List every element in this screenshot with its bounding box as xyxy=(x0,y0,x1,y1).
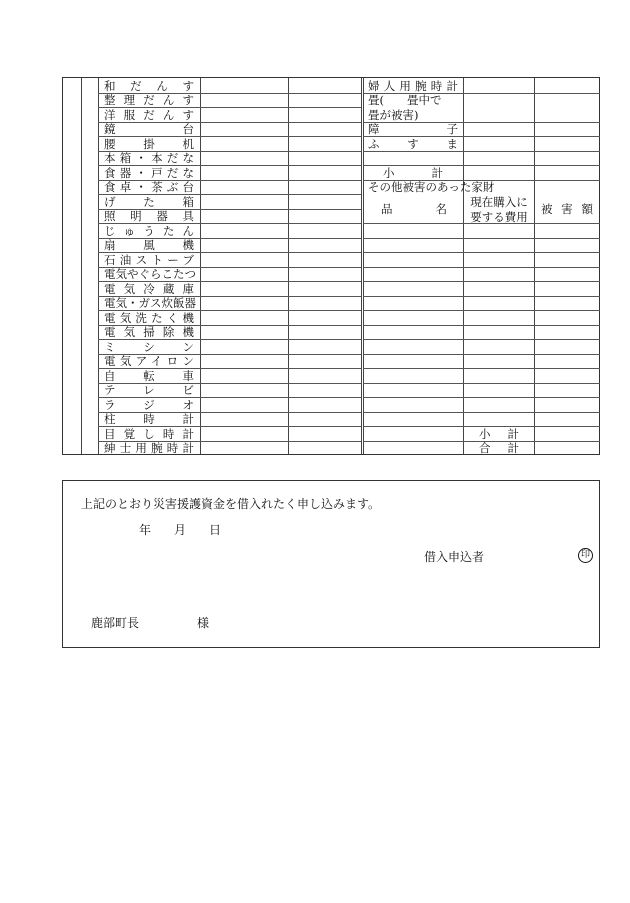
grid-hline xyxy=(363,310,600,311)
left-item-label: 腰掛机 xyxy=(104,136,194,151)
left-item-label: げた箱 xyxy=(104,194,194,209)
col-cost-a: 現在購入に xyxy=(470,195,528,209)
left-item-label: 目覚し時計 xyxy=(104,426,194,441)
day-label: 日 xyxy=(209,523,222,537)
col-cost-b: 要する費用 xyxy=(470,209,528,224)
left-item-label: 石油ストーブ xyxy=(104,252,194,267)
grid-hline xyxy=(363,368,600,369)
grid-hline xyxy=(363,383,600,384)
grid-hline xyxy=(363,339,600,340)
left-item-label: ラジオ xyxy=(104,397,194,412)
left-item-label: じゅうたん xyxy=(104,223,194,238)
month-label: 月 xyxy=(174,523,187,537)
year-label: 年 xyxy=(139,523,152,537)
bottom-subtotal-label: 小計 xyxy=(479,426,519,441)
left-item-label: 電気・ガス炊飯器 xyxy=(104,296,196,310)
statement-text: 上記のとおり災害援護資金を借入れたく申し込みます。 xyxy=(81,497,381,511)
left-item-label: 照明器具 xyxy=(104,209,194,223)
addressee-label: 鹿部町長 xyxy=(91,616,140,630)
application-form-box xyxy=(62,480,600,648)
grid-hline xyxy=(363,397,600,398)
left-item-label: テレビ xyxy=(104,383,194,397)
subtotal-label: 小計 xyxy=(383,165,443,180)
grid-hline xyxy=(363,296,600,297)
right-item-label: 障子 xyxy=(368,122,458,136)
honorific-label: 様 xyxy=(197,616,210,630)
grid-hline xyxy=(363,281,600,282)
grid-vline xyxy=(81,78,82,454)
applicant-label: 借入申込者 xyxy=(424,550,485,564)
grid-hline xyxy=(363,325,600,326)
left-item-label: 食卓・茶ぶ台 xyxy=(104,180,194,194)
grid-hline xyxy=(363,267,600,268)
right-item-label: 婦人用腕時計 xyxy=(368,78,458,93)
col-item-name: 品名 xyxy=(381,202,447,216)
other-items-header: その他被害のあった家財 xyxy=(368,180,495,194)
grid-hline xyxy=(363,412,600,413)
left-item-label: 扇風機 xyxy=(104,238,194,252)
grid-hline xyxy=(363,151,600,152)
left-item-label: 食器・戸だな xyxy=(104,165,194,180)
grid-hline xyxy=(363,238,600,239)
household-goods-table xyxy=(62,77,600,455)
tatami-label-a: 畳( 畳中で xyxy=(368,93,442,107)
left-item-label: 電気アイロン xyxy=(104,354,194,368)
grid-hline xyxy=(363,252,600,253)
grid-hline xyxy=(363,354,600,355)
left-item-label: 整理だんす xyxy=(104,93,194,107)
left-item-label: 洋服だんす xyxy=(104,107,194,122)
left-item-label: 電気掃除機 xyxy=(104,325,194,339)
left-item-label: 紳士用腕時計 xyxy=(104,441,194,455)
left-item-label: 鏡台 xyxy=(104,122,194,136)
left-item-label: 自転車 xyxy=(104,368,194,383)
left-item-label: ミシン xyxy=(104,339,194,354)
left-item-label: 和だんす xyxy=(104,78,194,93)
left-item-label: 柱時計 xyxy=(104,412,194,426)
grid-vline xyxy=(361,78,362,454)
left-item-label: 本箱・本だな xyxy=(104,151,194,165)
left-item-label: 電気冷蔵庫 xyxy=(104,281,194,296)
total-label: 合計 xyxy=(479,441,519,455)
left-item-label: 電気洗たく機 xyxy=(104,310,194,325)
left-item-label: 電気やぐらこたつ xyxy=(104,267,196,281)
col-damage: 被害額 xyxy=(541,202,593,216)
seal-mark: 印 xyxy=(578,548,593,563)
right-item-label: ふすま xyxy=(368,136,458,151)
tatami-label-b: 畳が被害) xyxy=(368,107,419,122)
